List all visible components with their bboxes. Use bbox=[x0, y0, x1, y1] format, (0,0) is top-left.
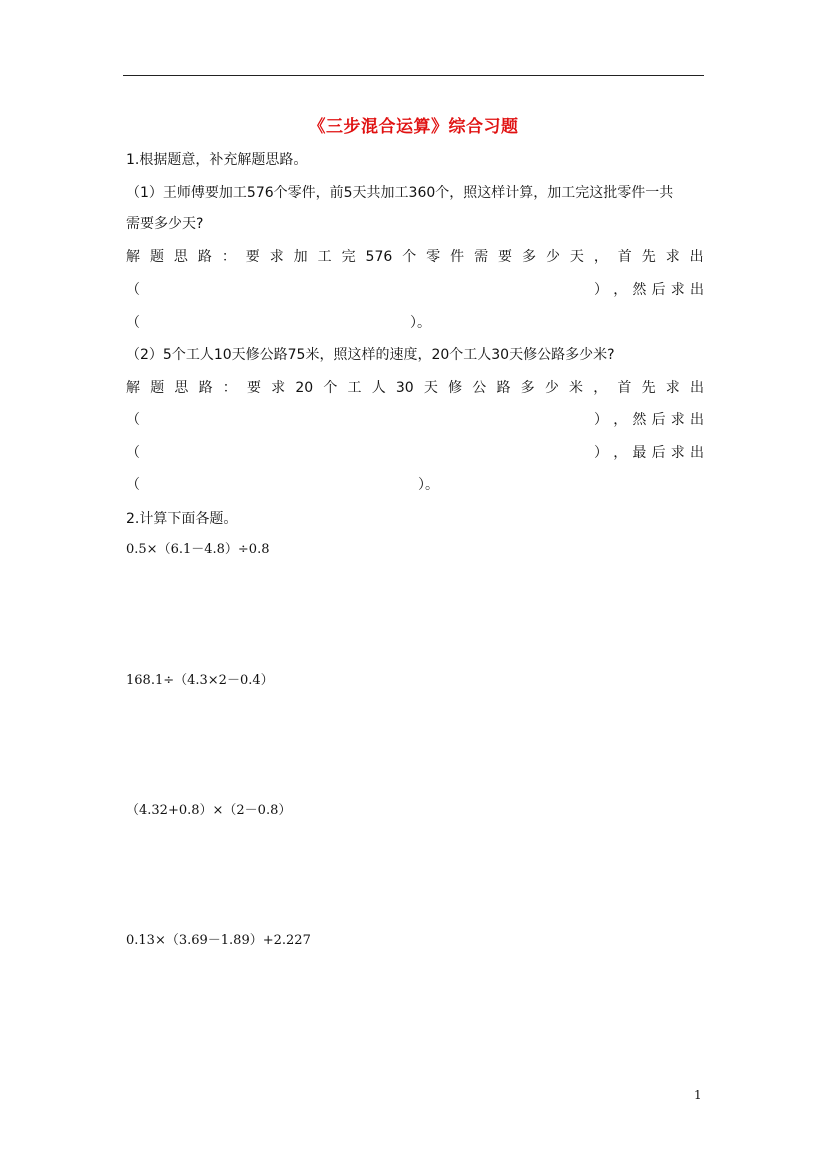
blank-token: 出 bbox=[689, 445, 704, 461]
think-token: ， bbox=[593, 249, 608, 265]
think-token: 求 bbox=[269, 249, 284, 265]
blank-token: 出 bbox=[689, 282, 704, 298]
blank-token: 最 bbox=[632, 445, 647, 461]
think-token: 解 bbox=[126, 249, 140, 265]
think-token: 解 bbox=[126, 380, 140, 396]
blank-token: 然 bbox=[632, 282, 647, 298]
think-token: 首 bbox=[617, 249, 632, 265]
think-token: 多 bbox=[521, 249, 536, 265]
think-token: 路 bbox=[198, 380, 213, 396]
blank-token: ， bbox=[613, 445, 628, 461]
blank-token: 出 bbox=[689, 412, 704, 428]
think-token: 出 bbox=[689, 249, 704, 265]
think-token: 先 bbox=[641, 249, 656, 265]
think-token: 576 bbox=[365, 249, 393, 265]
blank-tail bbox=[594, 280, 704, 300]
blank-token: 后 bbox=[651, 282, 666, 298]
expr-3: （4.32+0.8）×（2－0.8） bbox=[126, 803, 292, 818]
blank-token: 后 bbox=[651, 412, 666, 428]
think-token: 个 bbox=[323, 380, 338, 396]
think-token: 天 bbox=[423, 380, 438, 396]
blank-token: 后 bbox=[651, 445, 666, 461]
think-token: 题 bbox=[150, 380, 165, 396]
open-paren: （ bbox=[126, 282, 140, 298]
open-paren: （ bbox=[126, 412, 140, 428]
open-paren: （ bbox=[126, 315, 140, 331]
q1-p2-blank2 bbox=[126, 443, 704, 463]
think-token: 思 bbox=[173, 249, 188, 265]
think-token: 加 bbox=[293, 249, 308, 265]
think-token: 路 bbox=[197, 249, 212, 265]
expr-4: 0.13×（3.69－1.89）+2.227 bbox=[126, 933, 311, 948]
q1-p2-think bbox=[126, 378, 704, 398]
think-token: 要 bbox=[498, 249, 513, 265]
think-token: 零 bbox=[426, 249, 441, 265]
q1-heading: 1.根据题意，补充解题思路。 bbox=[126, 152, 308, 168]
think-token: 题 bbox=[149, 249, 164, 265]
q2-heading: 2.计算下面各题。 bbox=[126, 511, 238, 527]
blank-token: 然 bbox=[632, 412, 647, 428]
think-token: 出 bbox=[689, 380, 704, 396]
expr-1: 0.5×（6.1－4.8）÷0.8 bbox=[126, 542, 270, 557]
think-token: 件 bbox=[450, 249, 465, 265]
think-token: 人 bbox=[371, 380, 386, 396]
page-title: 《三步混合运算》综合习题 bbox=[308, 117, 519, 137]
blank-tail bbox=[594, 443, 704, 463]
think-token: 先 bbox=[641, 380, 656, 396]
blank-token: ， bbox=[613, 412, 628, 428]
think-token: 米 bbox=[569, 380, 584, 396]
blank-token: 求 bbox=[670, 282, 685, 298]
blank-token: ） bbox=[594, 412, 608, 428]
blank-token: ， bbox=[613, 282, 628, 298]
think-token: 要 bbox=[245, 249, 260, 265]
think-token: 20 bbox=[295, 380, 314, 396]
q1-p1-think bbox=[126, 247, 704, 267]
q1-p1-blank1 bbox=[126, 280, 704, 300]
q1-p1-blank2 bbox=[126, 313, 704, 333]
page-number: 1 bbox=[694, 1088, 702, 1102]
think-token: 个 bbox=[402, 249, 417, 265]
think-token: 思 bbox=[174, 380, 189, 396]
think-token: 求 bbox=[665, 380, 680, 396]
think-token: ， bbox=[593, 380, 608, 396]
think-token: 路 bbox=[496, 380, 511, 396]
blank-token: ） bbox=[594, 282, 608, 298]
think-token: 30 bbox=[395, 380, 414, 396]
q1-p1-line1: （1）王师傅要加工576个零件，前5天共加工360个，照这样计算，加工完这批零件一共 bbox=[126, 185, 674, 201]
think-token: 多 bbox=[520, 380, 535, 396]
think-token: 需 bbox=[474, 249, 489, 265]
blank-token: ） bbox=[594, 445, 608, 461]
think-token: 工 bbox=[317, 249, 332, 265]
think-token: 修 bbox=[448, 380, 463, 396]
think-token: ： bbox=[222, 380, 237, 396]
think-token: 工 bbox=[347, 380, 362, 396]
think-token: 首 bbox=[617, 380, 632, 396]
think-token: 少 bbox=[544, 380, 559, 396]
blank-tail bbox=[594, 410, 704, 430]
close-paren: ）。 bbox=[410, 315, 431, 331]
q1-p2-blank3 bbox=[126, 475, 704, 495]
expr-2: 168.1÷（4.3×2－0.4） bbox=[126, 673, 274, 688]
q1-p1-line2: 需要多少天? bbox=[126, 216, 204, 232]
q1-p2-line1: （2）5个工人10天修公路75米，照这样的速度，20个工人30天修公路多少米? bbox=[126, 347, 615, 363]
open-paren: （ bbox=[126, 445, 140, 461]
think-token: ： bbox=[221, 249, 236, 265]
think-token: 求 bbox=[271, 380, 286, 396]
think-token: 公 bbox=[472, 380, 487, 396]
header-rule bbox=[123, 75, 704, 76]
close-paren: ）。 bbox=[418, 477, 439, 493]
think-token: 要 bbox=[246, 380, 261, 396]
open-paren: （ bbox=[126, 477, 140, 493]
blank-token: 求 bbox=[670, 445, 685, 461]
q1-p2-blank1 bbox=[126, 410, 704, 430]
think-token: 少 bbox=[545, 249, 560, 265]
think-token: 求 bbox=[665, 249, 680, 265]
think-token: 天 bbox=[569, 249, 584, 265]
blank-token: 求 bbox=[670, 412, 685, 428]
think-token: 完 bbox=[341, 249, 356, 265]
